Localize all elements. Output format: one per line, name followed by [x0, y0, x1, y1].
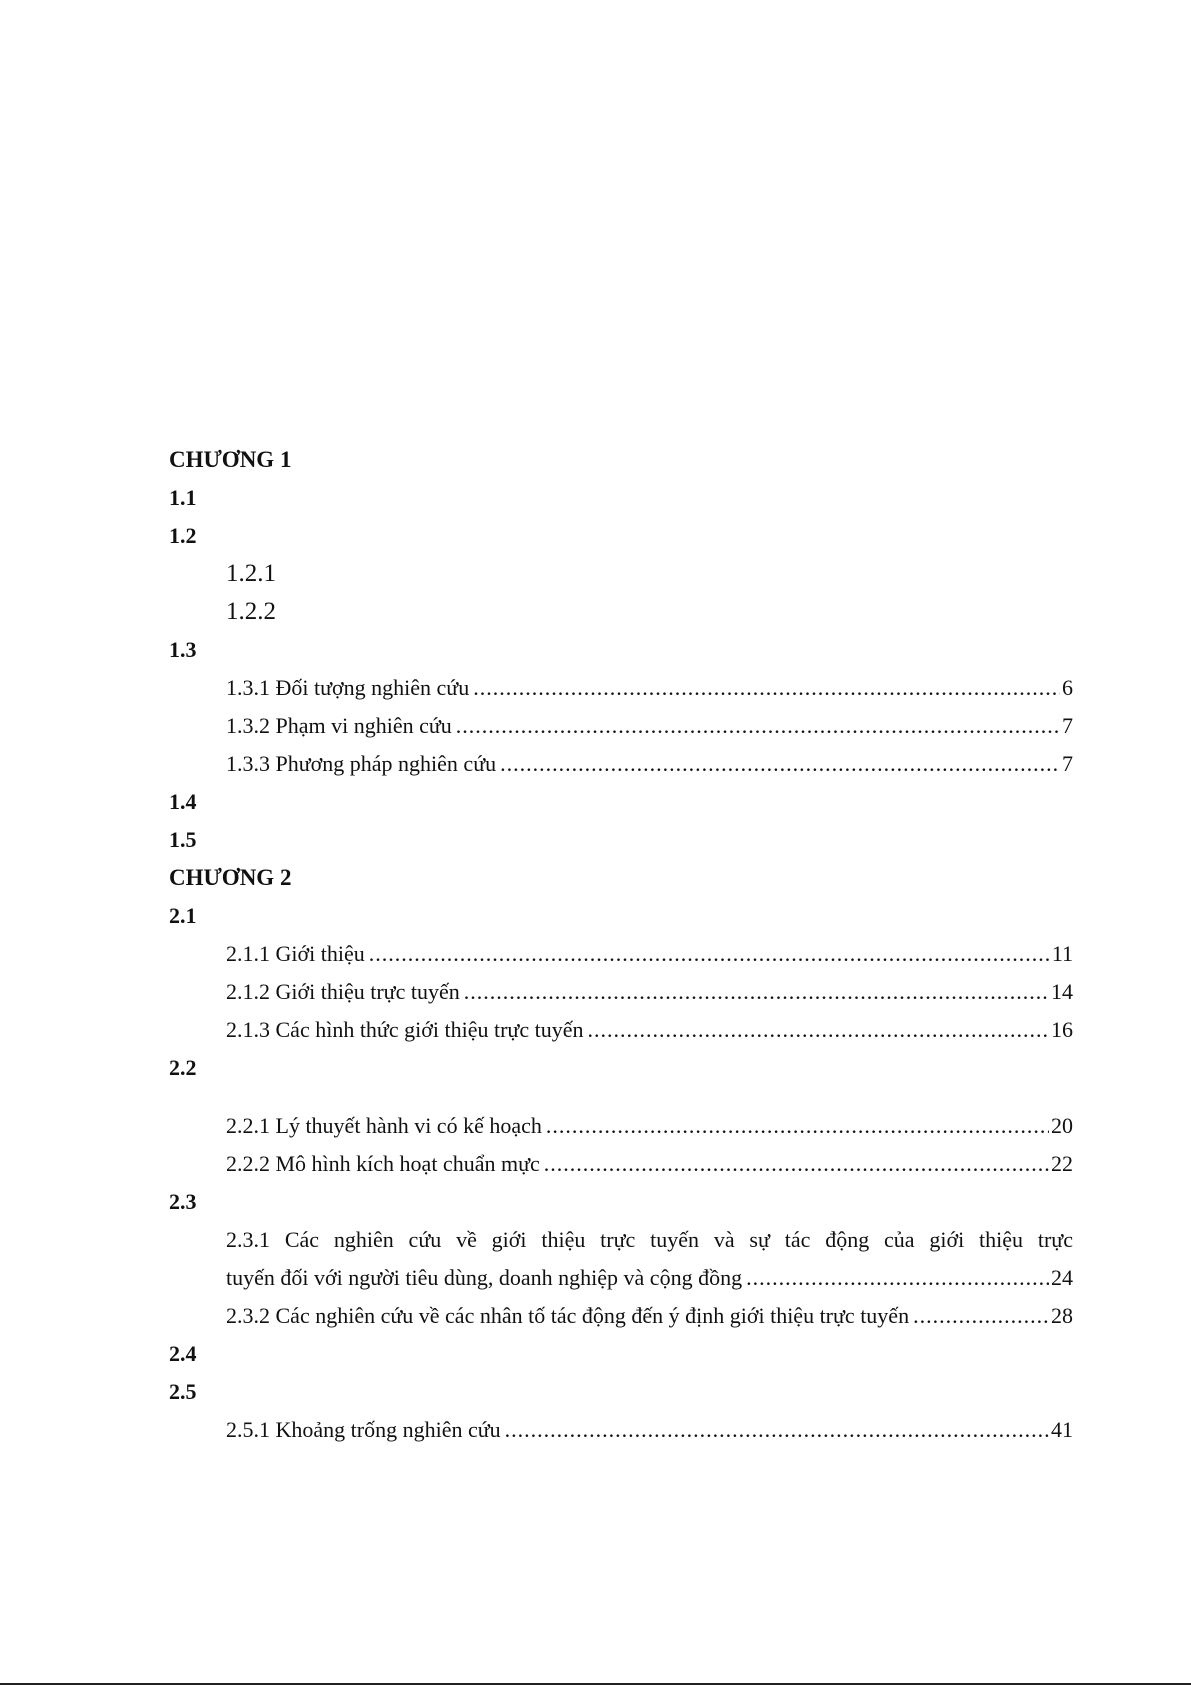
toc-page-number: 20 — [1051, 1113, 1073, 1138]
toc-entry-label: 2.1.1 Giới thiệu — [226, 941, 365, 966]
toc-entry-label: 1.2.2 — [226, 598, 276, 625]
toc-page-number: 24 — [1051, 1265, 1073, 1290]
toc-section-number: 2.4 — [169, 1341, 197, 1366]
toc-entry[interactable] — [169, 1221, 1073, 1297]
toc-entry[interactable] — [169, 1145, 1073, 1183]
toc-page-number: 7 — [1062, 751, 1073, 776]
toc-entry[interactable] — [169, 745, 1073, 783]
dot-leader — [464, 973, 1049, 1011]
toc-subsection-number — [169, 555, 1073, 593]
toc-section-number: 1.5 — [169, 827, 197, 852]
dot-leader — [587, 1011, 1049, 1049]
toc-page-number: 22 — [1051, 1151, 1073, 1176]
toc-page-number: 7 — [1062, 713, 1073, 738]
toc-page-number: 16 — [1051, 1017, 1073, 1042]
toc-page-number: 14 — [1051, 979, 1073, 1004]
toc-entry-label: tuyến đối với người tiêu dùng, doanh nghiệp và cộng đồng — [226, 1265, 743, 1290]
toc-section-number: 2.2 — [169, 1055, 197, 1080]
toc-section-number: 2.1 — [169, 903, 197, 928]
dot-leader — [369, 935, 1050, 973]
toc-entry[interactable] — [169, 973, 1073, 1011]
toc-entry[interactable] — [169, 1011, 1073, 1049]
dot-leader — [746, 1259, 1049, 1297]
toc-page-number: 41 — [1051, 1417, 1073, 1442]
toc-page-number: 11 — [1051, 941, 1073, 966]
dot-leader — [473, 669, 1060, 707]
toc-section-number: 2.5 — [169, 1379, 197, 1404]
toc-section-number: 2.3 — [169, 1189, 197, 1214]
toc-entry[interactable] — [169, 1411, 1073, 1449]
dot-leader — [546, 1107, 1049, 1145]
dot-leader — [544, 1145, 1049, 1183]
toc-entry-label: 2.5.1 Khoảng trống nghiên cứu — [226, 1417, 501, 1442]
toc-entry-label: 1.3.3 Phương pháp nghiên cứu — [226, 751, 497, 776]
toc-entry-label: 2.1.2 Giới thiệu trực tuyến — [226, 979, 460, 1004]
toc-entry-label: 2.3.2 Các nghiên cứu về các nhân tố tác động đến ý định giới thiệu trực tuyến — [226, 1303, 910, 1328]
dot-leader — [456, 707, 1060, 745]
toc-subsection-number — [169, 593, 1073, 631]
toc-entry-label: 1.3.1 Đối tượng nghiên cứu — [226, 675, 470, 700]
toc-entry-label: 2.1.3 Các hình thức giới thiệu trực tuyến — [226, 1017, 584, 1042]
toc-chapter-heading: CHƯƠNG 2 — [169, 865, 292, 890]
dot-leader — [505, 1411, 1049, 1449]
toc-entry-label: 1.2.1 — [226, 560, 276, 587]
toc-section-number: 1.3 — [169, 637, 197, 662]
toc-entry-label: 2.2.1 Lý thuyết hành vi có kế hoạch — [226, 1113, 542, 1138]
toc-page-number: 6 — [1062, 675, 1073, 700]
toc-entry-continuation — [226, 1259, 1073, 1297]
toc-entry-label: 2.2.2 Mô hình kích hoạt chuẩn mực — [226, 1151, 540, 1176]
toc-entry-label: 1.3.2 Phạm vi nghiên cứu — [226, 713, 452, 738]
toc-entry[interactable] — [169, 1107, 1073, 1145]
dot-leader — [913, 1297, 1049, 1335]
toc-page-number: 28 — [1051, 1303, 1073, 1328]
toc-section-number: 1.2 — [169, 523, 197, 548]
toc-entry[interactable] — [169, 935, 1073, 973]
toc-entry[interactable] — [169, 707, 1073, 745]
table-of-contents — [169, 441, 1073, 1449]
toc-chapter-heading: CHƯƠNG 1 — [169, 447, 292, 472]
dot-leader — [500, 745, 1060, 783]
toc-entry-label: 2.3.1 Các nghiên cứu về giới thiệu trực tuyến và sự tác động của giới thiệu trực — [226, 1227, 1073, 1252]
toc-section-number: 1.4 — [169, 789, 197, 814]
toc-entry[interactable] — [169, 1297, 1073, 1335]
toc-entry[interactable] — [169, 669, 1073, 707]
toc-section-number: 1.1 — [169, 485, 197, 510]
